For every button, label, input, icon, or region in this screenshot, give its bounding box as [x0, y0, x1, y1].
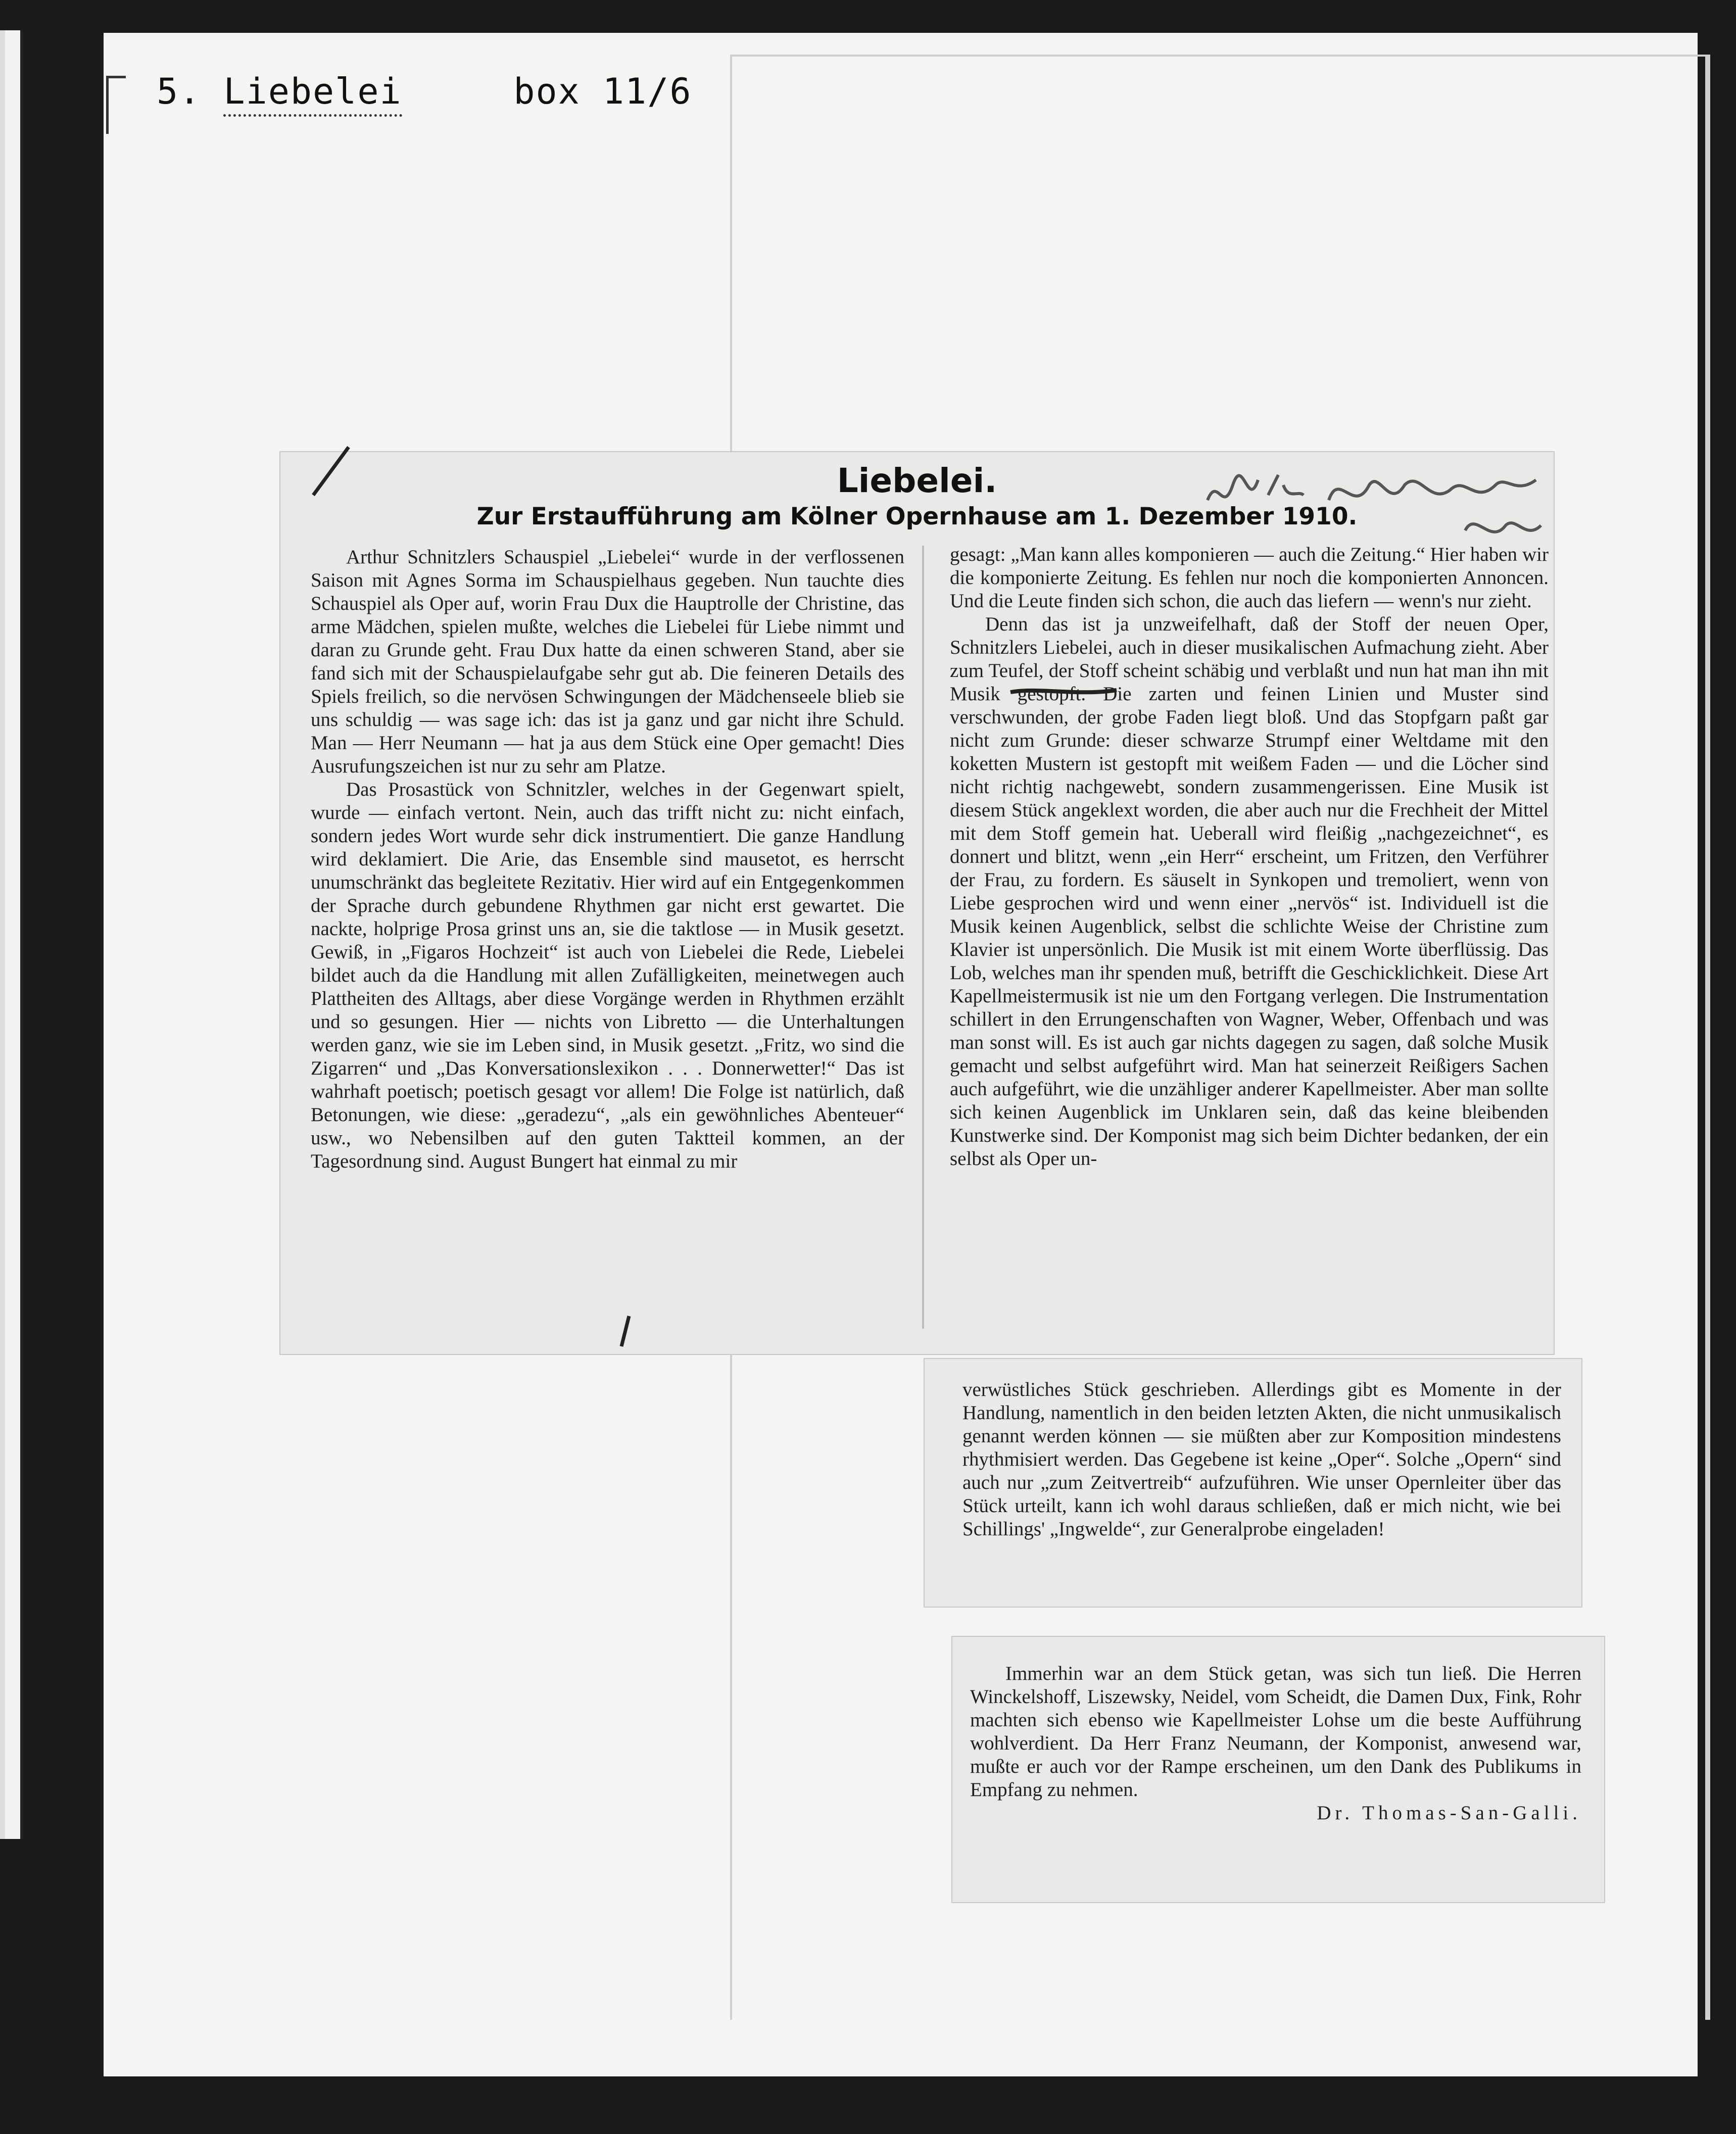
folder-box: box 11/6 — [513, 71, 692, 112]
handwriting-stroke-2 — [1329, 480, 1536, 500]
newspaper-clipping-closing — [952, 1637, 1604, 1902]
underline-mark — [1008, 683, 1119, 698]
handwriting-stroke-1 — [1208, 475, 1304, 500]
closing-paragraph: Immerhin war an dem Stück getan, was sich tun ließ. Die Herren Winckelshoff, Liszewsky, Neidel, vom Scheidt, die Damen Dux, Fink, Rohr machten sich ebenso wie Kapellmeister Lohse um die beste Aufführung wohlverdient. Da Herr Franz Neumann, der Komponist, anwesend war, mußte er auch vor der Rampe erscheinen, um den Dank des Publikums in Empfang zu nehmen. — [970, 1663, 1581, 1801]
folder-label-text — [157, 71, 692, 112]
handwritten-annotation — [1202, 455, 1556, 556]
newspaper-clipping-continuation — [925, 1359, 1581, 1607]
newspaper-clipping-main — [280, 452, 1554, 1354]
left-paragraph-2: Das Prosastück von Schnitzler, welches in der Gegenwart spielt, wurde — einfach vertont. Nein, auch das trifft nicht zu: nicht einfach, sondern jedes Wort wurde sehr dick instrumentiert. Die ganze Handlung wird deklamiert. Die Arie, das Ensemble sind mausetot, es herrscht unumschränkt das begleitete Rezitativ. Hier wird auf ein Entgegenkommen der Sprache durch gebundene Rhythmen gar nicht erst gewartet. Die nackte, holprige Prosa grinst uns an, sie die taktlose — in Musik gesetzt. Gewiß, in „Figaros Hochzeit“ ist auch von Liebelei die Rede, Liebelei bildet auch da die Handlung mit allen Zufälligkeiten, meinetwegen auch Plattheiten des Alltags, aber diese Vorgänge werden in Rhythmen erzählt und so gesungen. Hier — nichts von Libretto — die Unterhaltungen werden ganz, wie sie im Leben sind, in Musik gesetzt. „Fritz, wo sind die Zigarren“ und „Das Konversationslexikon . . . Donnerwetter!“ Das ist wahrhaft poetisch; poetisch gesagt vor allem! Die Folge ist natürlich, daß Betonungen, wie diese: „geradezu“, „als ein gewöhnliches Abenteuer“ usw., wo Nebensilben auf den guten Taktteil kommen, an der Tagesordnung sind. August Bungert hat einmal zu mir — [311, 779, 904, 1172]
article-column-left — [311, 546, 904, 1173]
pen-tick-mark-2 — [614, 1314, 634, 1349]
folder-number: 5. — [157, 71, 202, 112]
closing-body — [970, 1662, 1581, 1825]
article-title: Liebelei. — [837, 461, 997, 500]
adjacent-page-shade — [0, 30, 5, 1839]
right-paragraph-1: gesagt: „Man kann alles komponieren — auch die Zeitung.“ Hier haben wir die komponierte Zeitung. Es fehlen nur noch die komponierten Annoncen. Und die Leute finden sich schon, die auch das liefern — wenn's nur zieht. — [950, 544, 1549, 612]
author-signature: Dr. Thomas-San-Galli. — [1317, 1802, 1581, 1824]
continuation-paragraph: verwüstliches Stück geschrieben. Allerdings gibt es Momente in der Handlung, namentlich in den beiden letzten Akten, die nicht unmusikalisch genannt werden können — sie müßten aber zur Komposition mindestens rhythmisiert werden. Das Gegebene ist keine „Oper“. Solche „Opern“ sind auch nur „zum Zeitvertreib“ aufzuführen. Wie unser Opernleiter über das Stück urteilt, kann ich wohl daraus schließen, daß er mich nicht, wie bei Schillings' „Ingwelde“, zur Generalprobe eingeladen! — [962, 1379, 1561, 1540]
handwriting-stroke-3 — [1465, 523, 1541, 532]
folder-label — [106, 66, 733, 139]
label-corner-mark — [106, 76, 126, 134]
right-paragraph-2: Denn das ist ja unzweifelhaft, daß der Stoff der neuen Oper, Schnitzlers Liebelei, auch in dieser musikalischen Aufmachung zieht. Aber zum Teufel, der Stoff scheint schäbig und verblaßt und nun hat man ihn mit Musik gestopft. Die zarten und feinen Linien und Muster sind verschwunden, der grobe Faden liegt bloß. Und das Stopfgarn paßt gar nicht zum Grunde: dieser schwarze Strumpf einer Weltdame mit den koketten Mustern ist gestopft mit weißem Faden — und die Löcher sind nicht richtig nachgewebt, sondern zusammengerissen. Eine Musik ist diesem Stück angeklext worden, die aber auch nur die Frechheit der Mittel mit dem Stoff gemein hat. Ueberall wird fleißig „nachgezeichnet“, es donnert und blitzt, wenn „ein Herr“ erscheint, um Fritzen, den Verführer der Frau, zu fordern. Es säuselt in Synkopen und tremoliert, wenn von Liebe gesprochen wird und wenn einer „nervös“ ist. Individuell ist die Musik keinen Augenblick, selbst die schlichte Weise der Christine zum Klavier ist unpersönlich. Die Musik ist mit einem Worte überflüssig. Das Lob, welches man ihr spenden muß, betrifft die Geschicklichkeit. Diese Art Kapellmeistermusik ist nie um den Fortgang verlegen. Die Instrumentation schillert in den Errungenschaften von Wagner, Weber, Offenbach und was man sonst will. Es ist auch gar nichts dagegen zu sagen, daß solche Musik gemacht und selbst aufgeführt wird. Man hat seinerzeit Reißigers Sachen auch aufgeführt, wie die unzähliger anderer Kapellmeister. Aber man sollte sich keinen Augenblick im Unklaren sein, daß das keine bleibenden Kunstwerke sind. Der Komponist mag sich beim Dichter bedanken, der ein selbst als Oper un- — [950, 613, 1549, 1170]
continuation-body — [962, 1378, 1561, 1541]
folder-title: Liebelei — [223, 71, 402, 117]
pen-tick-mark-1 — [308, 445, 354, 500]
column-divider — [922, 546, 924, 1329]
article-column-right — [950, 543, 1549, 1171]
article-subtitle: Zur Erstaufführung am Kölner Opernhause am 1. Dezember 1910. — [476, 503, 1358, 530]
left-paragraph-1: Arthur Schnitzlers Schauspiel „Liebelei“ wurde in der verflossenen Saison mit Agnes Sorma im Schauspielhaus gegeben. Nun tauchte dies Schauspiel als Oper auf, worin Frau Dux die Hauptrolle der Christine, das arme Mädchen, spielen mußte, welches die Liebelei für Liebe nimmt und daran zu Grunde geht. Frau Dux hatte da einen schweren Stand, aber sie fand sich mit der Schauspielaufgabe sehr gut ab. Die feineren Details des Spiels freilich, so die nervösen Schwingungen der Mädchenseele blieb sie uns schuldig — was sage ich: das ist ja ganz und gar nicht ihre Schuld. Man — Herr Neumann — hat ja aus dem Stück eine Oper gemacht! Dies Ausrufungszeichen ist nur zu sehr am Platze. — [311, 546, 904, 777]
